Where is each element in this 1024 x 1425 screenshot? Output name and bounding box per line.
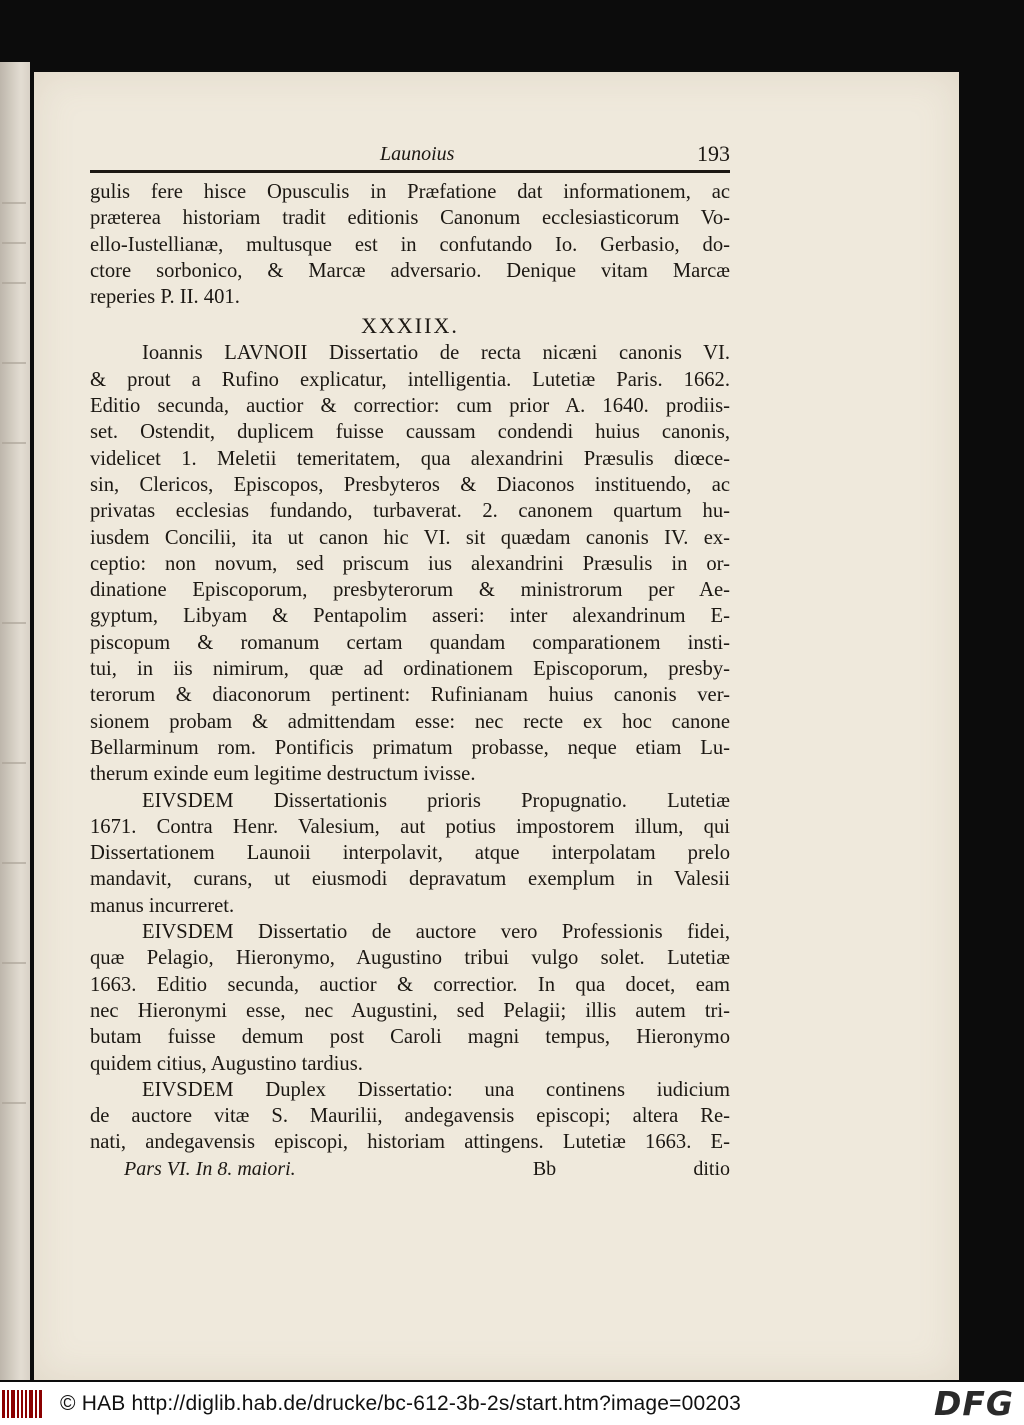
text-line: EIVSDEM Dissertatio de auctore vero Professionis fidei, (142, 921, 730, 944)
text-line: 1671. Contra Henr. Valesium, aut potius impostorem illum, qui (90, 815, 730, 838)
section-heading: XXXIIX. (361, 313, 459, 339)
text-line: præterea historiam tradit editionis Canonum ecclesiasticorum Vo- (90, 207, 730, 230)
text-line: ctore sorbonico, & Marcæ adversario. Denique vitam Marcæ (90, 259, 730, 282)
text-line: sin, Clericos, Episcopos, Presbyteros & Diaconos instituendo, ac (90, 473, 730, 496)
text-line: gyptum, Libyam & Pentapolim asseri: inter alexandrinum E- (90, 605, 730, 628)
catchword: ditio (693, 1157, 730, 1180)
text-line: videlicet 1. Meletii temeritatem, qua alexandrini Præsulis diœce- (90, 447, 730, 470)
text-line: therum exinde eum legitime destructum ivisse. (90, 763, 476, 786)
text-line: mandavit, curans, ut eiusmodi depravatum exemplum in Valesii (90, 868, 730, 891)
signature-mark: Pars VI. In 8. maiori. (124, 1157, 296, 1180)
page-number: 193 (697, 141, 730, 166)
text-line: piscopum & romanum certam quandam comparationem insti- (90, 631, 730, 654)
text-line: Bellarminum rom. Pontificis primatum probasse, neque etiam Lu- (90, 736, 730, 759)
text-line: set. Ostendit, duplicem fuisse caussam condendi huius canonis, (90, 421, 730, 444)
text-line: EIVSDEM Duplex Dissertatio: una continens iudicium (142, 1078, 730, 1101)
book-page (34, 72, 959, 1380)
text-line: gulis fere hisce Opusculis in Præfatione dat informationem, ac (90, 181, 730, 203)
paragraph-2 (90, 340, 730, 787)
text-line: privatas ecclesias fundando, turbaverat. 2. canonem quartum hu- (90, 500, 730, 523)
text-line: de auctore vitæ S. Maurilii, andegavensis episcopi; altera Re- (90, 1105, 730, 1128)
paragraph-3 (90, 788, 730, 919)
text-line: nec Hieronymi esse, nec Augustini, sed Pelagii; illis autem tri- (90, 999, 730, 1022)
text-line: tui, in iis nimirum, quæ ad ordinationem Episcoporum, presby- (90, 658, 730, 681)
text-line: Dissertationem Launoii interpolavit, atque interpolatam prelo (90, 842, 730, 865)
text-line: ello-Iustellianæ, multusque est in confutando Io. Gerbasio, do- (90, 233, 730, 256)
dfg-logo: DFG (933, 1384, 1014, 1423)
text-line: sionem probam & admittendam esse: nec recte ex hoc canone (90, 710, 730, 733)
running-head: Launoius (380, 143, 455, 165)
text-line: quæ Pelagio, Hieronymo, Augustino tribui vulgo solet. Lutetiæ (90, 947, 730, 970)
paragraph-1 (90, 179, 730, 310)
paragraph-5 (90, 1077, 730, 1156)
text-line: ceptio: non novum, sed priscum ius alexandrini Præsulis in or- (90, 552, 730, 575)
text-line: 1663. Editio secunda, auctior & correctior. In qua docet, eam (90, 973, 730, 996)
text-line: Ioannis LAVNOII Dissertatio de recta nicæni canonis VI. (142, 342, 730, 365)
text-line: terorum & diaconorum pertinent: Rufinianam huius canonis ver- (90, 684, 730, 707)
text-line: nati, andegavensis episcopi, historiam attingens. Lutetiæ 1663. E- (90, 1131, 730, 1154)
barcode-icon (2, 1390, 42, 1418)
text-block (90, 138, 730, 1182)
adjacent-page-edge (0, 62, 30, 1380)
text-line: manus incurreret. (90, 894, 235, 917)
viewer-footer-bar (0, 1382, 1024, 1425)
text-line: iusdem Concilii, ita ut canon hic VI. sit quædam canonis IV. ex- (90, 526, 730, 549)
text-line: butam fuisse demum post Caroli magni tempus, Hieronymo (90, 1026, 730, 1049)
paragraph-4 (90, 919, 730, 1077)
text-line: quidem citius, Augustino tardius. (90, 1052, 363, 1075)
page-footer (90, 1156, 730, 1182)
text-line: Editio secunda, auctior & correctior: cum prior A. 1640. prodiis- (90, 395, 730, 418)
text-line: & prout a Rufino explicatur, intelligentia. Lutetiæ Paris. 1662. (90, 368, 730, 391)
text-line: dinatione Episcoporum, presbyterorum & ministrorum per Ae- (90, 579, 730, 602)
copyright-link[interactable]: © HAB http://diglib.hab.de/drucke/bc-612-3b-2s/start.htm?image=00203 (60, 1391, 742, 1415)
text-line: EIVSDEM Dissertationis prioris Propugnatio. Lutetiæ (142, 789, 730, 812)
header-rule (90, 170, 730, 173)
gathering-mark: Bb (532, 1157, 557, 1180)
text-line: reperies P. II. 401. (90, 286, 240, 309)
page-header (90, 138, 730, 168)
